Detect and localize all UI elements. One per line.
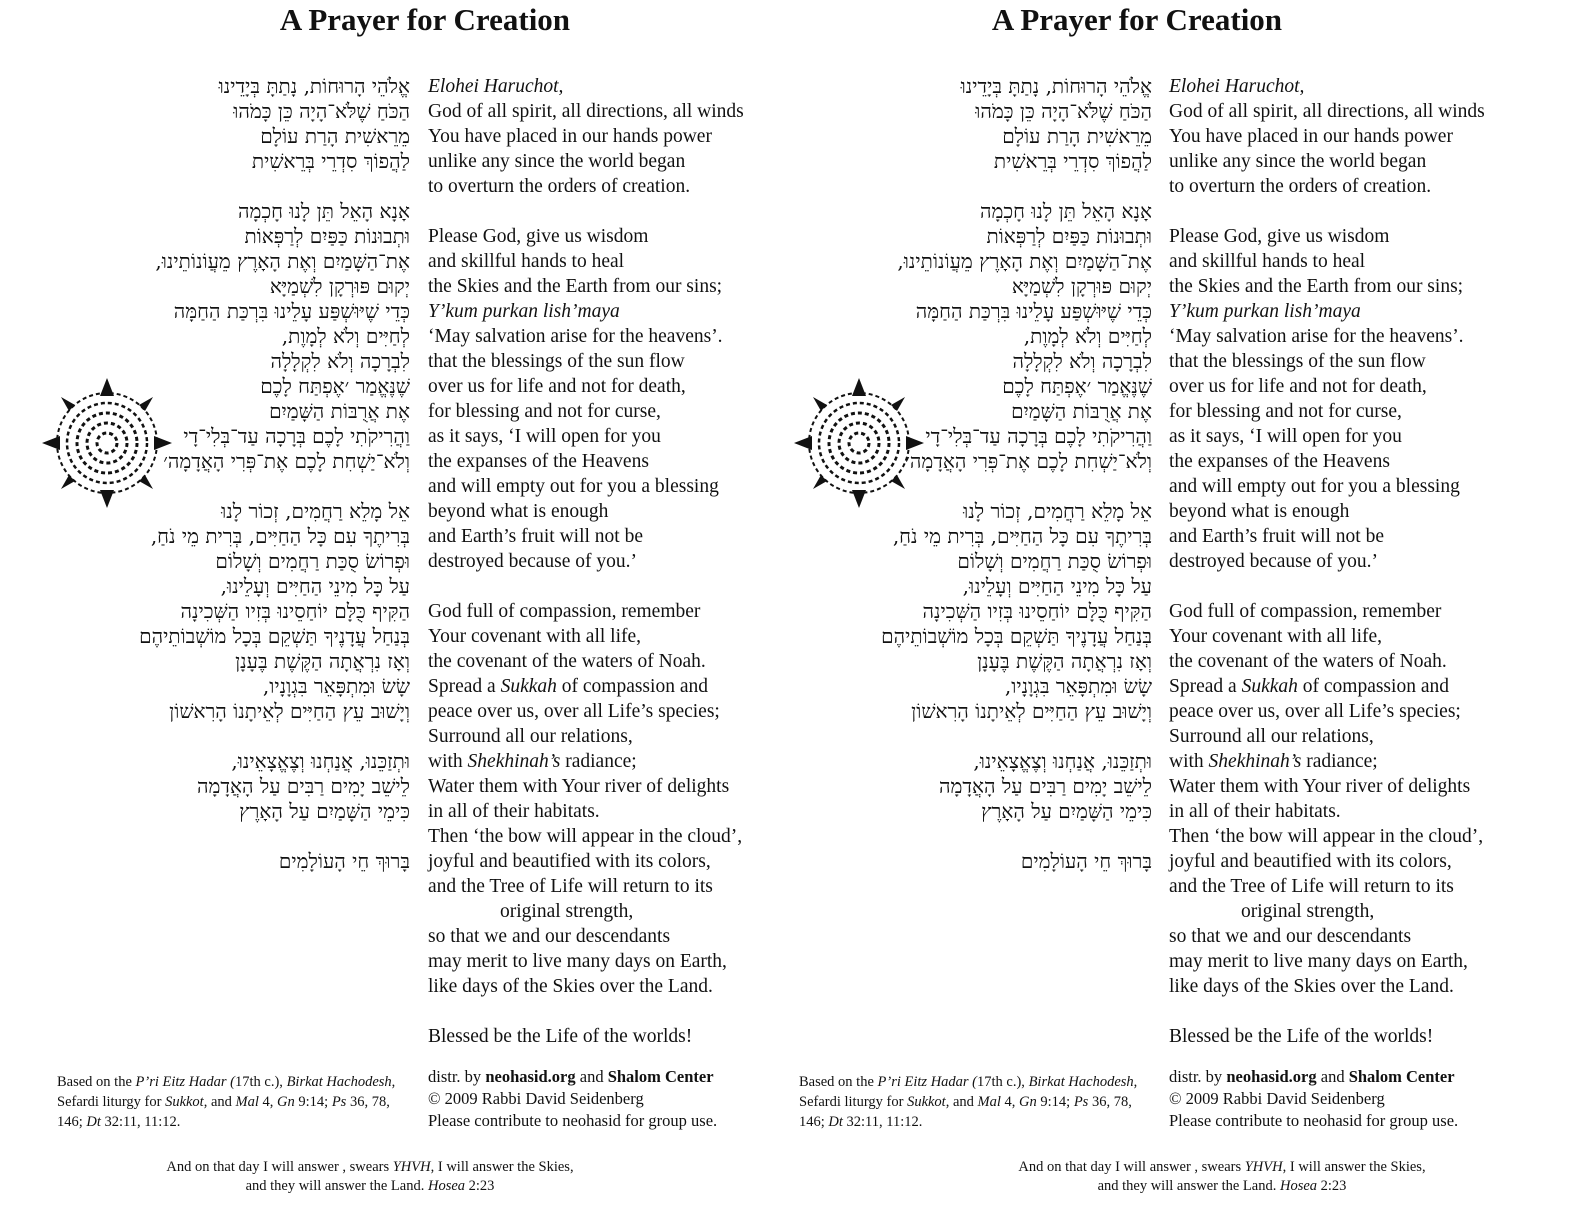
hebrew-line: הַקִּיף כֻּלָּם יוֹחַסֵינוּ בְּזִיו הַשְּׁכִינָה — [180, 599, 410, 623]
english-line: the covenant of the waters of Noah. — [428, 651, 706, 672]
mandala-ornament-icon — [42, 378, 172, 508]
hebrew-line: וּתְבוּנוֹת כַּפַּיִם לְרַפְּאוֹת — [986, 224, 1152, 248]
english-line: destroyed because of you.’ — [428, 551, 638, 572]
english-line: the Skies and the Earth from our sins; — [428, 276, 723, 297]
copyright: © 2009 Rabbi David Seidenberg — [1169, 1089, 1385, 1108]
hebrew-line: וְאָז נִרְאֲתָה הַקֶּשֶׁת בֶּעָנָן — [235, 649, 410, 673]
sources-note: Based on the P’ri Eitz Hadar (17th c.), Birkat Hachodesh, Sefardi liturgy for Sukkot, and Mal 4, Gn 9:14; Ps 36, 78, 146; Dt 32:11, 11:12. — [799, 1074, 1138, 1130]
page-panel-left — [0, 0, 760, 1224]
hebrew-line: אֱלֹהֵי הָרוּחוֹת, נָתַתָּ בְּיָדֵינוּ — [218, 74, 410, 98]
english-line: God full of compassion, remember — [428, 601, 701, 622]
hebrew-line: וַהֲרִיקֹתִי לָכֶם בְּרָכָה עַד־בְּלִי־דָי — [183, 424, 410, 448]
hebrew-line: בְּרִיתֶךָ עִם כָּל הַחַיִּים, בְּרִית מֵי נֹחַ, — [892, 524, 1152, 548]
hebrew-line: אֶת־הַשָּׁמַיִם וְאֶת הָאָרֶץ מֵעֲוֹנוֹתֵינוּ, — [155, 249, 410, 273]
hebrew-line: שָׂשׂ וּמִתְפָּאֵר בִּגְוָנָיו, — [262, 674, 410, 698]
hebrew-line: הַכֹּחַ שֶׁלֹּא־הָיָה כֵּן כָּמֹהוּ — [233, 99, 410, 123]
page-panel-right — [742, 0, 1502, 1224]
english-line: and the Tree of Life will return to its — [1169, 876, 1454, 897]
hebrew-line: אָנָא הָאֵל תֵּן לָנוּ חָכְמָה — [237, 199, 410, 223]
hebrew-line: לֵישֵׁב יָמִים רַבִּים עַל הָאֲדָמָה — [939, 774, 1152, 798]
hebrew-line: וְלֹא־יַשְׁחִת לָכֶם אֶת־פְּרִי הָאֲדָמָה׳ — [905, 449, 1152, 473]
hebrew-line: לֵישֵׁב יָמִים רַבִּים עַל הָאֲדָמָה — [197, 774, 410, 798]
hebrew-line: וְאָז נִרְאֲתָה הַקֶּשֶׁת בֶּעָנָן — [977, 649, 1152, 673]
english-line: over us for life and not for death, — [1169, 376, 1427, 397]
page-title: A Prayer for Creation — [279, 2, 571, 37]
english-line: peace over us, over all Life’s species; — [1169, 701, 1461, 722]
english-line: may merit to live many days on Earth, — [1169, 951, 1468, 972]
hebrew-line: יְקוּם פּוּרְקָן לִשְׁמַיָּא — [269, 274, 410, 298]
english-text — [1169, 74, 1509, 1049]
english-line: beyond what is enough — [1169, 501, 1350, 522]
hebrew-line: וְלֹא־יַשְׁחִת לָכֶם אֶת־פְּרִי הָאֲדָמָה׳ — [163, 449, 410, 473]
hebrew-line: וּתְזַכֵּנוּ, אֲנַחְנוּ וְצֶאֱצָאֵינוּ, — [231, 749, 410, 773]
hebrew-line: בְּרִיתֶךָ עִם כָּל הַחַיִּים, בְּרִית מֵי נֹחַ, — [150, 524, 410, 548]
hebrew-line: כְּדֵי שֶׁיּוּשְׁפַּע עָלֵינוּ בִּרְכַּת הַחַמָּה — [173, 299, 410, 323]
english-line: and Earth’s fruit will not be — [1169, 526, 1384, 547]
english-line: original strength, — [1241, 901, 1375, 922]
english-line: the covenant of the waters of Noah. — [1169, 651, 1447, 672]
hebrew-line: וּתְזַכֵּנוּ, אֲנַחְנוּ וְצֶאֱצָאֵינוּ, — [973, 749, 1152, 773]
hebrew-line: כְּדֵי שֶׁיּוּשְׁפַּע עָלֵינוּ בִּרְכַּת הַחַמָּה — [915, 299, 1152, 323]
english-line: destroyed because of you.’ — [1169, 551, 1379, 572]
english-line: may merit to live many days on Earth, — [428, 951, 727, 972]
english-line: the expanses of the Heavens — [428, 451, 649, 472]
english-line: in all of their habitats. — [428, 801, 600, 822]
hebrew-line: הַכֹּחַ שֶׁלֹּא־הָיָה כֵּן כָּמֹהוּ — [975, 99, 1152, 123]
hebrew-line: בָּרוּךְ חֵי הָעוֹלָמִים — [1020, 849, 1152, 873]
english-line: so that we and our descendants — [1169, 926, 1412, 947]
hebrew-line: כִּימֵי הַשָּׁמַיִם עַל הָאָרֶץ — [981, 799, 1152, 823]
english-line: Your covenant with all life, — [428, 626, 642, 647]
english-line: with Shekhinah’s radiance; — [428, 751, 637, 772]
english-line: Y’kum purkan lish’maya — [428, 301, 620, 322]
english-line: so that we and our descendants — [428, 926, 671, 947]
english-line: joyful and beautified with its colors, — [428, 851, 711, 872]
english-line: Spread a Sukkah of compassion and — [428, 676, 708, 697]
english-line: unlike any since the world began — [1169, 151, 1427, 172]
hebrew-line: שֶׁנֶּאֱמַר ׳אֶפְתַּח לָכֶם — [1002, 374, 1152, 398]
distribution-note: distr. by neohasid.org and Shalom Center © 2009 Rabbi David Seidenberg Please contribute to neohasid for group use. — [428, 1066, 768, 1132]
hebrew-line: לְחַיִּים וְלֹא לְמָוֶת, — [1023, 324, 1152, 348]
sources-note: Based on the P’ri Eitz Hadar (17th c.), Birkat Hachodesh, Sefardi liturgy for Sukkot, and Mal 4, Gn 9:14; Ps 36, 78, 146; Dt 32:11, 11:12. — [57, 1074, 396, 1130]
hebrew-line: בְּנַחַל עֲדָנֶיךָ תַּשְׁקֵם בְּכָל מוֹשְׁבוֹתֵיהֶם — [881, 624, 1152, 648]
english-line: Your covenant with all life, — [1169, 626, 1383, 647]
hebrew-line: לַהֲפוֹךְ סִדְרֵי בְּרֵאשִׁית — [993, 149, 1152, 173]
english-line: and Earth’s fruit will not be — [428, 526, 643, 547]
hebrew-line: עַל כָּל מִינֵי הַחַיִּים וְעָלֵינוּ, — [962, 574, 1152, 598]
english-line: and skillful hands to heal — [1169, 251, 1366, 272]
english-line: Surround all our relations, — [1169, 726, 1374, 747]
english-line: Surround all our relations, — [428, 726, 633, 747]
footer-quote: And on that day I will answer , swears YHVH, I will answer the Skies, and they will answer the Land. Hosea 2:23 — [1018, 1159, 1426, 1194]
english-line: God full of compassion, remember — [1169, 601, 1442, 622]
english-line: that the blessings of the sun flow — [428, 351, 685, 372]
english-line: with Shekhinah’s radiance; — [1169, 751, 1378, 772]
hebrew-line: וְיָשׁוּב עֵץ הַחַיִּים לְאֵיתָנוֹ הָרִאשׁוֹן — [169, 699, 410, 723]
english-line: as it says, ‘I will open for you — [428, 426, 661, 447]
hebrew-line: אֶת־הַשָּׁמַיִם וְאֶת הָאָרֶץ מֵעֲוֹנוֹתֵינוּ, — [897, 249, 1152, 273]
hebrew-line: אֶת אֲרֻבּוֹת הַשָּׁמַיִם — [1011, 399, 1152, 423]
english-line: Y’kum purkan lish’maya — [1169, 301, 1361, 322]
contribute-note: Please contribute to neohasid for group use. — [1169, 1111, 1459, 1130]
hebrew-line: שֶׁנֶּאֱמַר ׳אֶפְתַּח לָכֶם — [260, 374, 410, 398]
hebrew-line: לִבְרָכָה וְלֹא לִקְלָלָה — [270, 349, 410, 373]
hebrew-line: אֵל מָלֵא רַחֲמִים, זְכוֹר לָנוּ — [963, 499, 1152, 523]
english-line: original strength, — [500, 901, 634, 922]
hebrew-line: הַקִּיף כֻּלָּם יוֹחַסֵינוּ בְּזִיו הַשְּׁכִינָה — [922, 599, 1152, 623]
hebrew-line: וַהֲרִיקֹתִי לָכֶם בְּרָכָה עַד־בְּלִי־דָי — [925, 424, 1152, 448]
hebrew-line: אֶת אֲרֻבּוֹת הַשָּׁמַיִם — [269, 399, 410, 423]
hebrew-line: שָׂשׂ וּמִתְפָּאֵר בִּגְוָנָיו, — [1004, 674, 1152, 698]
english-line: joyful and beautified with its colors, — [1169, 851, 1452, 872]
english-line: and will empty out for you a blessing — [1169, 476, 1460, 497]
hebrew-line: אֱלֹהֵי הָרוּחוֹת, נָתַתָּ בְּיָדֵינוּ — [960, 74, 1152, 98]
english-line: Then ‘the bow will appear in the cloud’, — [1169, 826, 1484, 847]
footer-quote: And on that day I will answer , swears YHVH, I will answer the Skies, and they will answer the Land. Hosea 2:23 — [166, 1159, 574, 1194]
hebrew-line: לִבְרָכָה וְלֹא לִקְלָלָה — [1012, 349, 1152, 373]
english-line: beyond what is enough — [428, 501, 609, 522]
hebrew-line: מֵרֵאשִׁית הָרַת עוֹלָם — [260, 124, 410, 148]
hebrew-line: יְקוּם פּוּרְקָן לִשְׁמַיָּא — [1011, 274, 1152, 298]
english-line: Spread a Sukkah of compassion and — [1169, 676, 1449, 697]
english-line: ‘May salvation arise for the heavens’. — [428, 326, 723, 347]
english-line: Please God, give us wisdom — [1169, 226, 1390, 247]
hebrew-line: וּפְרוֹשׂ סֻכַּת רַחֲמִים וְשָׁלוֹם — [957, 549, 1152, 573]
english-line: ‘May salvation arise for the heavens’. — [1169, 326, 1464, 347]
english-line: and the Tree of Life will return to its — [428, 876, 713, 897]
english-line: and skillful hands to heal — [428, 251, 625, 272]
contribute-note: Please contribute to neohasid for group use. — [428, 1111, 718, 1130]
english-line: Elohei Haruchot, — [1169, 76, 1305, 97]
english-line: unlike any since the world began — [428, 151, 686, 172]
english-line: Please God, give us wisdom — [428, 226, 649, 247]
english-line: as it says, ‘I will open for you — [1169, 426, 1402, 447]
english-line: to overturn the orders of creation. — [428, 176, 691, 197]
english-line: that the blessings of the sun flow — [1169, 351, 1426, 372]
hebrew-line: וּפְרוֹשׂ סֻכַּת רַחֲמִים וְשָׁלוֹם — [215, 549, 410, 573]
hebrew-line: אֵל מָלֵא רַחֲמִים, זְכוֹר לָנוּ — [221, 499, 410, 523]
hebrew-line: בְּנַחַל עֲדָנֶיךָ תַּשְׁקֵם בְּכָל מוֹשְׁבוֹתֵיהֶם — [139, 624, 410, 648]
english-line: and will empty out for you a blessing — [428, 476, 719, 497]
hebrew-line: לְחַיִּים וְלֹא לְמָוֶת, — [281, 324, 410, 348]
page-title: A Prayer for Creation — [991, 2, 1283, 37]
hebrew-line: לַהֲפוֹךְ סִדְרֵי בְּרֵאשִׁית — [251, 149, 410, 173]
mandala-ornament-icon — [794, 378, 924, 508]
hebrew-line: כִּימֵי הַשָּׁמַיִם עַל הָאָרֶץ — [239, 799, 410, 823]
hebrew-line: עַל כָּל מִינֵי הַחַיִּים וְעָלֵינוּ, — [220, 574, 410, 598]
english-line: Water them with Your river of delights — [1169, 776, 1471, 797]
english-text — [428, 74, 768, 1049]
english-line: like days of the Skies over the Land. — [1169, 976, 1454, 997]
english-line: over us for life and not for death, — [428, 376, 686, 397]
hebrew-line: בָּרוּךְ חֵי הָעוֹלָמִים — [278, 849, 410, 873]
hebrew-line: אָנָא הָאֵל תֵּן לָנוּ חָכְמָה — [979, 199, 1152, 223]
english-line: the Skies and the Earth from our sins; — [1169, 276, 1464, 297]
english-line: Water them with Your river of delights — [428, 776, 730, 797]
english-line: God of all spirit, all directions, all winds — [1169, 101, 1485, 122]
english-line: the expanses of the Heavens — [1169, 451, 1390, 472]
distribution-note: distr. by neohasid.org and Shalom Center © 2009 Rabbi David Seidenberg Please contribute to neohasid for group use. — [1169, 1066, 1509, 1132]
site-link: neohasid.org — [485, 1067, 576, 1086]
english-line: to overturn the orders of creation. — [1169, 176, 1432, 197]
english-line: for blessing and not for curse, — [428, 401, 661, 422]
english-line: in all of their habitats. — [1169, 801, 1341, 822]
english-line: Blessed be the Life of the worlds! — [428, 1026, 693, 1047]
english-line: God of all spirit, all directions, all winds — [428, 101, 744, 122]
english-line: for blessing and not for curse, — [1169, 401, 1402, 422]
hebrew-line: מֵרֵאשִׁית הָרַת עוֹלָם — [1002, 124, 1152, 148]
english-line: Elohei Haruchot, — [428, 76, 564, 97]
english-line: You have placed in our hands power — [1169, 126, 1453, 147]
english-line: peace over us, over all Life’s species; — [428, 701, 720, 722]
english-line: Then ‘the bow will appear in the cloud’, — [428, 826, 743, 847]
site-link: neohasid.org — [1226, 1067, 1317, 1086]
english-line: You have placed in our hands power — [428, 126, 712, 147]
hebrew-line: וְיָשׁוּב עֵץ הַחַיִּים לְאֵיתָנוֹ הָרִאשׁוֹן — [911, 699, 1152, 723]
copyright: © 2009 Rabbi David Seidenberg — [428, 1089, 644, 1108]
english-line: like days of the Skies over the Land. — [428, 976, 713, 997]
hebrew-line: וּתְבוּנוֹת כַּפַּיִם לְרַפְּאוֹת — [244, 224, 410, 248]
english-line: Blessed be the Life of the worlds! — [1169, 1026, 1434, 1047]
